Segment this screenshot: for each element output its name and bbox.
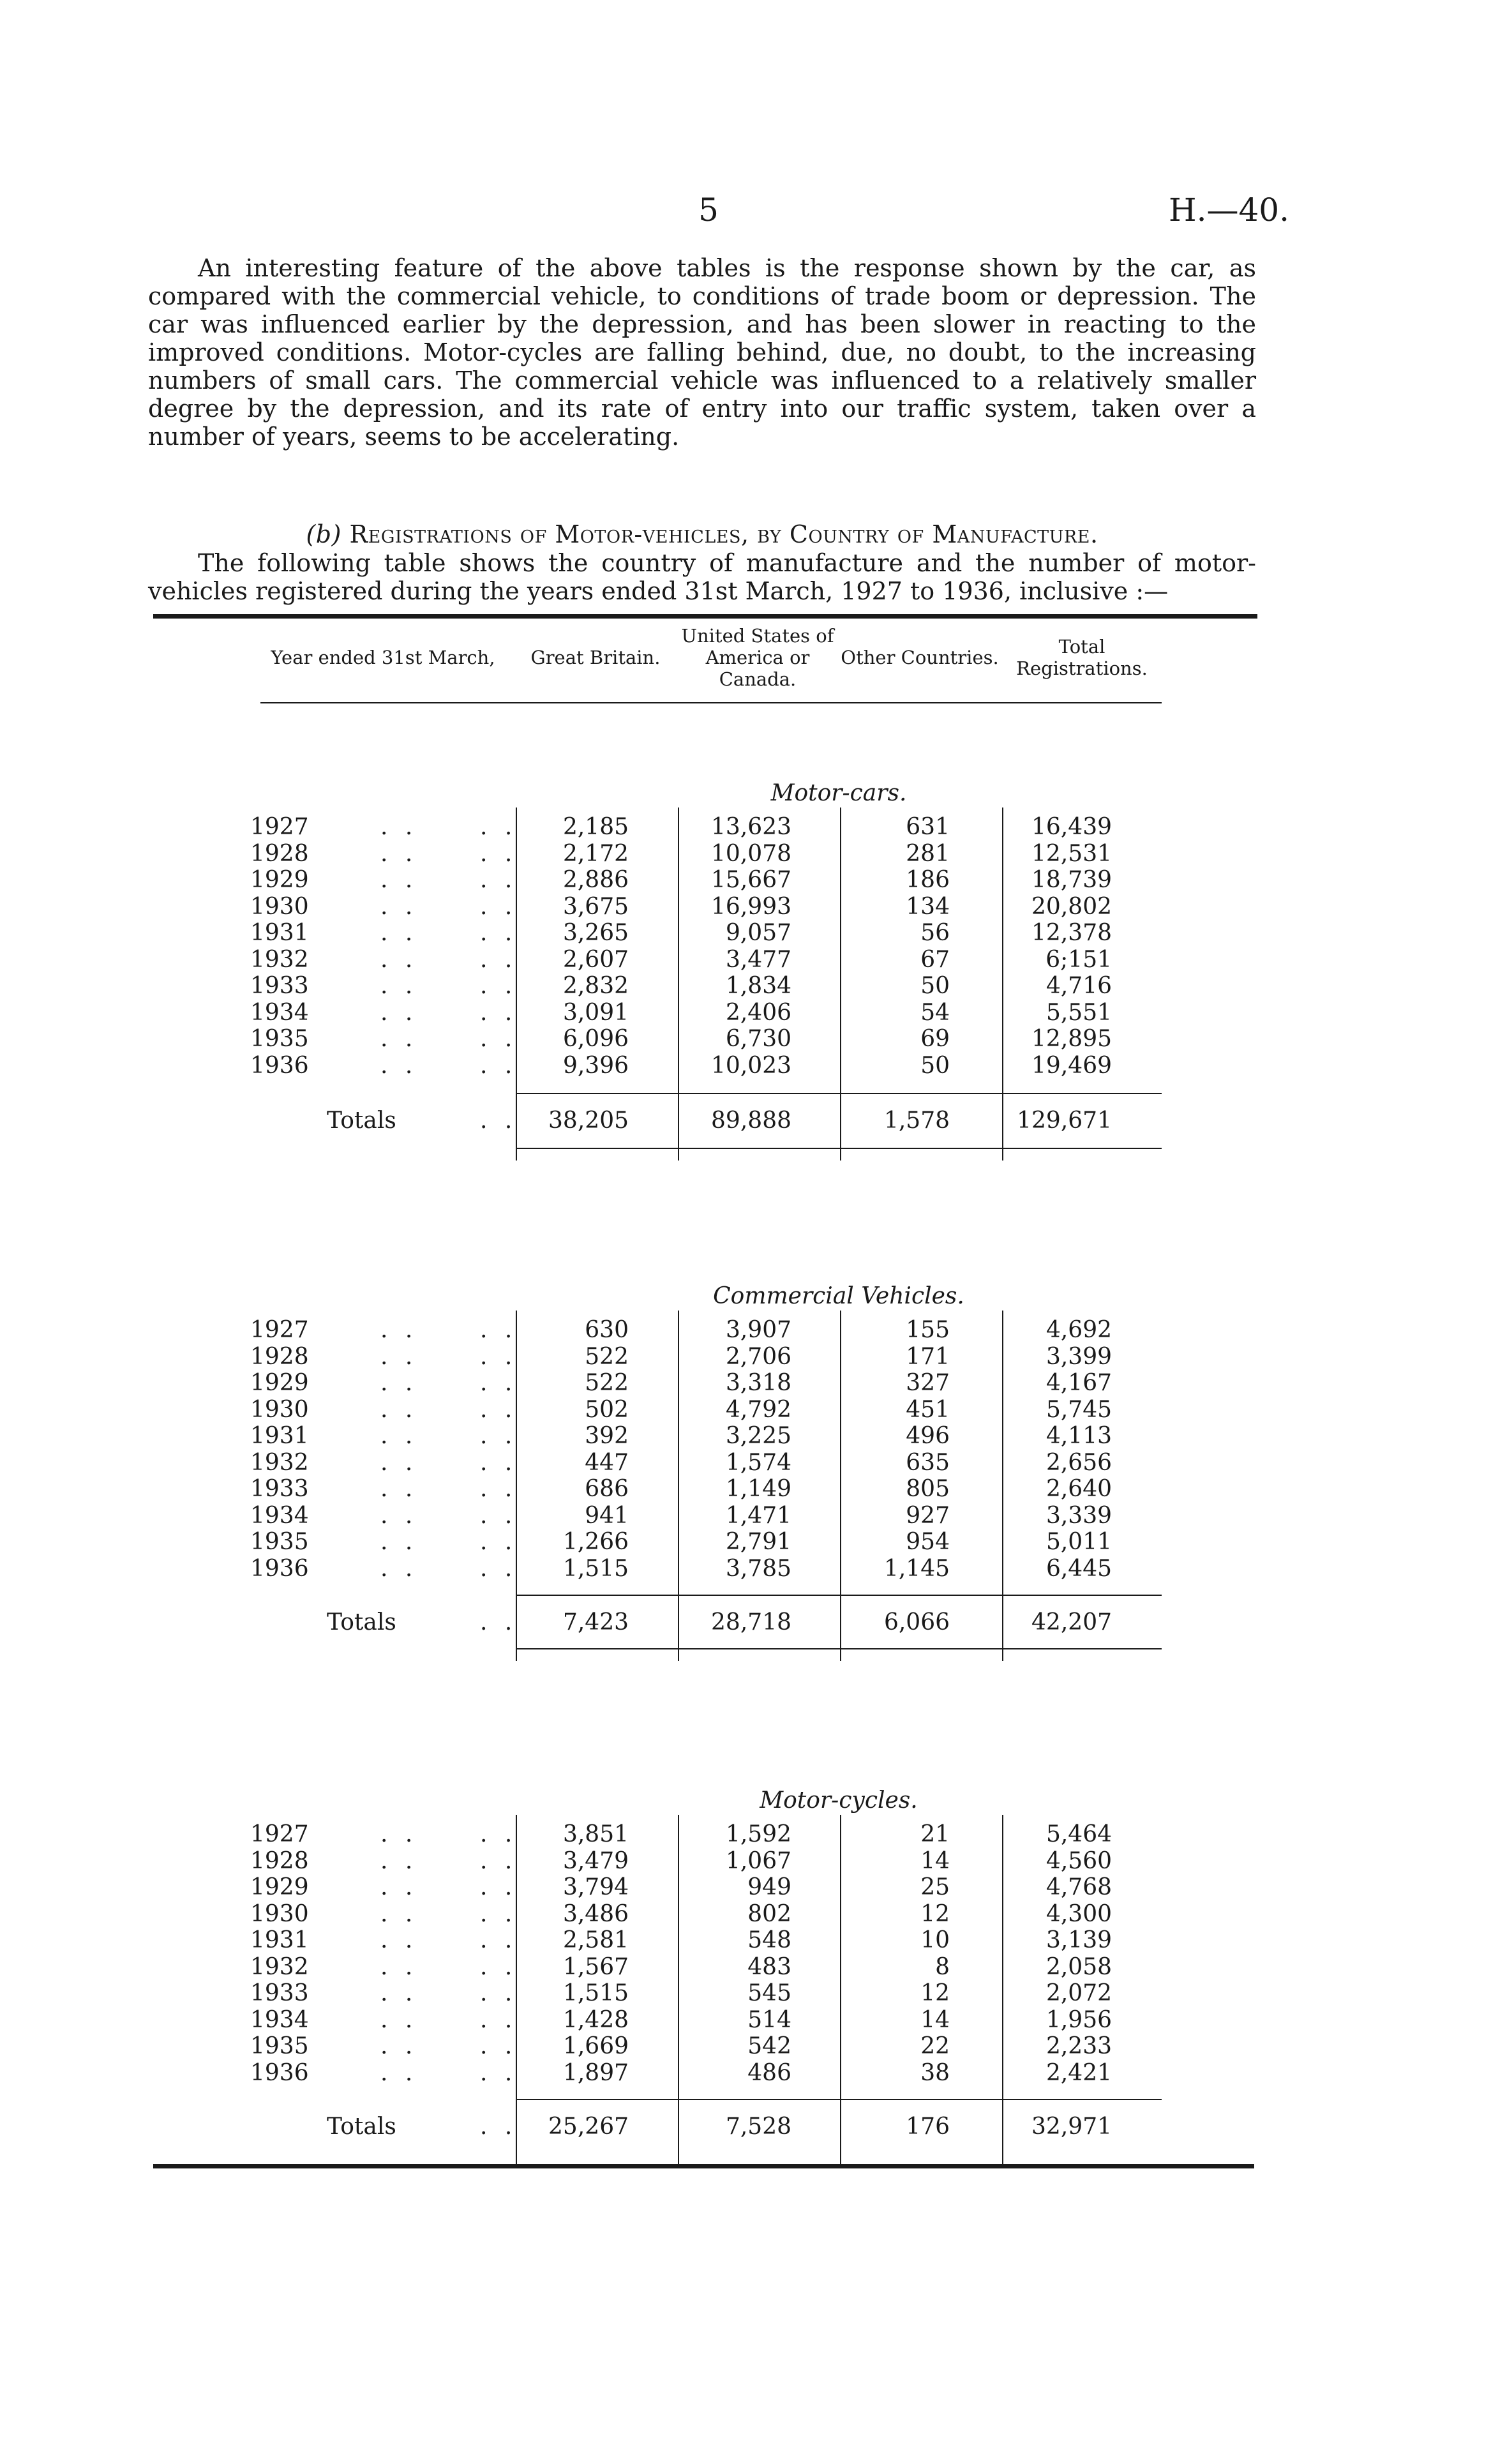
cell-great-britain: 447	[585, 1449, 629, 1476]
table-row-year: 1930	[250, 893, 309, 920]
cell-usa-canada: 548	[747, 1927, 791, 1953]
cell-great-britain: 9,396	[562, 1052, 629, 1079]
cell-total: 3,399	[1045, 1343, 1112, 1370]
cell-usa-canada: 10,023	[711, 1052, 791, 1079]
leader-dots: . .	[480, 1108, 518, 1134]
cell-total: 2,058	[1045, 1953, 1112, 1980]
cell-great-britain: 6,096	[562, 1026, 629, 1052]
cell-other-countries: 927	[906, 1502, 950, 1529]
cell-other-countries: 14	[920, 1847, 950, 1874]
cell-usa-canada: 3,907	[725, 1317, 791, 1343]
table-top-rule	[153, 614, 1257, 619]
cell-other-countries: 54	[920, 999, 950, 1026]
cell-usa-canada: 1,574	[725, 1449, 791, 1476]
cell-total: 3,339	[1045, 1502, 1112, 1529]
cell-other-countries: 281	[906, 840, 950, 867]
leader-dots: . .	[380, 1370, 418, 1396]
leader-dots: . .	[480, 1502, 518, 1529]
cell-great-britain: 1,428	[562, 2006, 629, 2033]
section-title-1: Commercial Vehicles.	[713, 1283, 964, 1309]
cell-usa-canada: 13,623	[711, 814, 791, 840]
leader-dots: . .	[380, 893, 418, 920]
leader-dots: . .	[380, 1529, 418, 1555]
leader-dots: . .	[380, 1052, 418, 1079]
cell-total: 5,011	[1045, 1529, 1112, 1555]
leader-dots: . .	[480, 1343, 518, 1370]
cell-total: 4,167	[1045, 1370, 1112, 1396]
cell-great-britain: 1,515	[562, 1980, 629, 2006]
leader-dots: . .	[480, 1396, 518, 1423]
table-row-year: 1927	[250, 1821, 309, 1847]
table-row-year: 1936	[250, 1555, 309, 1582]
leader-dots: . .	[480, 867, 518, 893]
cell-other-countries: 22	[920, 2033, 950, 2059]
leader-dots: . .	[380, 2033, 418, 2059]
total-usa-canada: 28,718	[711, 1609, 791, 1635]
leader-dots: . .	[480, 1052, 518, 1079]
table-row-year: 1934	[250, 1502, 309, 1529]
leader-dots: . .	[480, 1555, 518, 1582]
leader-dots: . .	[380, 867, 418, 893]
header-total-registrations: Total Registrations.	[1016, 636, 1148, 679]
cell-other-countries: 1,145	[883, 1555, 950, 1582]
table-row-year: 1929	[250, 1370, 309, 1396]
totals-label: Totals	[327, 2114, 396, 2140]
table-row-year: 1934	[250, 2006, 309, 2033]
header-bottom-rule	[260, 702, 1162, 703]
leader-dots: . .	[480, 2006, 518, 2033]
cell-total: 4,716	[1045, 973, 1112, 999]
leader-dots: . .	[380, 1900, 418, 1927]
leader-dots: . .	[380, 1502, 418, 1529]
leader-dots: . .	[380, 1847, 418, 1874]
cell-other-countries: 50	[920, 973, 950, 999]
cell-usa-canada: 2,791	[725, 1529, 791, 1555]
total-registrations: 129,671	[1017, 1108, 1112, 1134]
cell-total: 2,656	[1045, 1449, 1112, 1476]
leader-dots: . .	[480, 1529, 518, 1555]
leader-dots: . .	[480, 1874, 518, 1900]
leader-dots: . .	[480, 2033, 518, 2059]
cell-other-countries: 171	[906, 1343, 950, 1370]
cell-great-britain: 1,266	[562, 1529, 629, 1555]
cell-usa-canada: 1,149	[725, 1476, 791, 1502]
cell-usa-canada: 483	[747, 1953, 791, 1980]
leader-dots: . .	[480, 1317, 518, 1343]
cell-great-britain: 630	[585, 1317, 629, 1343]
document-reference: H.—40.	[1168, 192, 1289, 229]
cell-total: 6,445	[1045, 1555, 1112, 1582]
cell-usa-canada: 3,785	[725, 1555, 791, 1582]
cell-other-countries: 155	[906, 1317, 950, 1343]
leader-dots: . .	[380, 1555, 418, 1582]
leader-dots: . .	[380, 1927, 418, 1953]
cell-great-britain: 2,172	[562, 840, 629, 867]
cell-other-countries: 50	[920, 1052, 950, 1079]
table-row-year: 1931	[250, 1423, 309, 1449]
cell-great-britain: 2,185	[562, 814, 629, 840]
cell-great-britain: 502	[585, 1396, 629, 1423]
totals-top-rule	[516, 2099, 1162, 2100]
table-row-year: 1930	[250, 1396, 309, 1423]
leader-dots: . .	[480, 1847, 518, 1874]
section-label: (b)	[306, 520, 341, 548]
table-row-year: 1929	[250, 1874, 309, 1900]
cell-other-countries: 38	[920, 2059, 950, 2086]
cell-usa-canada: 542	[747, 2033, 791, 2059]
total-registrations: 32,971	[1031, 2114, 1112, 2140]
cell-total: 12,378	[1031, 920, 1112, 946]
cell-great-britain: 1,669	[562, 2033, 629, 2059]
header-other-countries: Other Countries.	[841, 647, 999, 668]
cell-other-countries: 327	[906, 1370, 950, 1396]
cell-usa-canada: 949	[747, 1874, 791, 1900]
totals-top-rule	[516, 1595, 1162, 1596]
header-usa-canada: United States of America or Canada.	[681, 625, 834, 690]
cell-great-britain: 522	[585, 1370, 629, 1396]
cell-other-countries: 10	[920, 1927, 950, 1953]
cell-usa-canada: 4,792	[725, 1396, 791, 1423]
table-row-year: 1933	[250, 973, 309, 999]
cell-total: 4,768	[1045, 1874, 1112, 1900]
cell-usa-canada: 1,067	[725, 1847, 791, 1874]
cell-usa-canada: 6,730	[725, 1026, 791, 1052]
cell-total: 12,531	[1031, 840, 1112, 867]
cell-usa-canada: 3,477	[725, 946, 791, 973]
cell-great-britain: 941	[585, 1502, 629, 1529]
cell-great-britain: 2,886	[562, 867, 629, 893]
leader-dots: . .	[380, 1449, 418, 1476]
cell-total: 20,802	[1031, 893, 1112, 920]
cell-usa-canada: 3,225	[725, 1423, 791, 1449]
cell-great-britain: 1,897	[562, 2059, 629, 2086]
totals-label: Totals	[327, 1108, 396, 1134]
leader-dots: . .	[480, 1953, 518, 1980]
cell-total: 5,551	[1045, 999, 1112, 1026]
leader-dots: . .	[380, 999, 418, 1026]
leader-dots: . .	[480, 1980, 518, 2006]
leader-dots: . .	[480, 814, 518, 840]
cell-great-britain: 1,515	[562, 1555, 629, 1582]
table-row-year: 1934	[250, 999, 309, 1026]
column-divider	[840, 1311, 841, 1661]
cell-total: 4,113	[1045, 1423, 1112, 1449]
body-paragraph: An interesting feature of the above tables is the response shown by the car, as compared with the commercial vehicle, to conditions of trade boom or depression. The car was influenced earlier by the depression, and has been slower in reacting to the improved conditions. Motor-cycles are falling behind, due, no doubt, to the increasing numbers of small cars. The commercial vehicle was influenced to a relatively smaller degree by the depression, and its rate of entry into our traffic system, taken over a number of years, seems to be accelerating.	[148, 254, 1256, 451]
cell-other-countries: 805	[906, 1476, 950, 1502]
cell-other-countries: 14	[920, 2006, 950, 2033]
section-bottom-rule	[516, 1148, 1162, 1149]
cell-usa-canada: 802	[747, 1900, 791, 1927]
leader-dots: . .	[480, 1927, 518, 1953]
cell-total: 16,439	[1031, 814, 1112, 840]
table-row-year: 1929	[250, 867, 309, 893]
cell-total: 18,739	[1031, 867, 1112, 893]
totals-top-rule	[516, 1093, 1162, 1094]
table-row-year: 1927	[250, 814, 309, 840]
cell-total: 1,956	[1045, 2006, 1112, 2033]
total-registrations: 42,207	[1031, 1609, 1112, 1635]
cell-other-countries: 954	[906, 1529, 950, 1555]
leader-dots: . .	[380, 1476, 418, 1502]
table-row-year: 1932	[250, 1449, 309, 1476]
cell-total: 4,300	[1045, 1900, 1112, 1927]
cell-great-britain: 686	[585, 1476, 629, 1502]
cell-total: 6;151	[1045, 946, 1112, 973]
total-other-countries: 176	[906, 2114, 950, 2140]
leader-dots: . .	[380, 1980, 418, 2006]
cell-total: 3,139	[1045, 1927, 1112, 1953]
cell-other-countries: 25	[920, 1874, 950, 1900]
cell-total: 2,233	[1045, 2033, 1112, 2059]
leader-dots: . .	[480, 840, 518, 867]
cell-usa-canada: 15,667	[711, 867, 791, 893]
leader-dots: . .	[480, 1900, 518, 1927]
cell-usa-canada: 3,318	[725, 1370, 791, 1396]
table-row-year: 1932	[250, 946, 309, 973]
cell-total: 12,895	[1031, 1026, 1112, 1052]
leader-dots: . .	[380, 2059, 418, 2086]
cell-usa-canada: 2,406	[725, 999, 791, 1026]
cell-great-britain: 522	[585, 1343, 629, 1370]
cell-other-countries: 134	[906, 893, 950, 920]
leader-dots: . .	[480, 920, 518, 946]
cell-other-countries: 67	[920, 946, 950, 973]
cell-other-countries: 631	[906, 814, 950, 840]
table-row-year: 1933	[250, 1980, 309, 2006]
leader-dots: . .	[480, 1609, 518, 1635]
header-great-britain: Great Britain.	[530, 647, 661, 668]
leader-dots: . .	[380, 1026, 418, 1052]
cell-usa-canada: 545	[747, 1980, 791, 2006]
table-row-year: 1930	[250, 1900, 309, 1927]
table-bottom-rule	[153, 2164, 1254, 2168]
leader-dots: . .	[380, 1821, 418, 1847]
cell-other-countries: 12	[920, 1900, 950, 1927]
cell-great-britain: 3,486	[562, 1900, 629, 1927]
cell-usa-canada: 514	[747, 2006, 791, 2033]
total-great-britain: 38,205	[548, 1108, 629, 1134]
table-row-year: 1936	[250, 2059, 309, 2086]
cell-great-britain: 2,581	[562, 1927, 629, 1953]
leader-dots: . .	[380, 1953, 418, 1980]
leader-dots: . .	[380, 1874, 418, 1900]
table-row-year: 1935	[250, 1026, 309, 1052]
leader-dots: . .	[480, 1423, 518, 1449]
total-usa-canada: 89,888	[711, 1108, 791, 1134]
leader-dots: . .	[480, 1026, 518, 1052]
cell-total: 4,560	[1045, 1847, 1112, 1874]
cell-total: 2,640	[1045, 1476, 1112, 1502]
table-row-year: 1931	[250, 1927, 309, 1953]
column-divider	[840, 808, 841, 1161]
cell-great-britain: 3,794	[562, 1874, 629, 1900]
leader-dots: . .	[480, 1449, 518, 1476]
cell-great-britain: 1,567	[562, 1953, 629, 1980]
leader-dots: . .	[480, 2059, 518, 2086]
column-divider	[840, 1815, 841, 2168]
cell-great-britain: 3,675	[562, 893, 629, 920]
cell-great-britain: 3,851	[562, 1821, 629, 1847]
cell-great-britain: 3,091	[562, 999, 629, 1026]
totals-label: Totals	[327, 1609, 396, 1635]
cell-great-britain: 3,479	[562, 1847, 629, 1874]
total-usa-canada: 7,528	[725, 2114, 791, 2140]
leader-dots: . .	[380, 973, 418, 999]
cell-other-countries: 56	[920, 920, 950, 946]
leader-dots: . .	[480, 893, 518, 920]
leader-dots: . .	[380, 1343, 418, 1370]
table-row-year: 1932	[250, 1953, 309, 1980]
leader-dots: . .	[480, 1821, 518, 1847]
cell-other-countries: 69	[920, 1026, 950, 1052]
section-heading	[148, 520, 1256, 548]
cell-total: 19,469	[1031, 1052, 1112, 1079]
leader-dots: . .	[380, 1423, 418, 1449]
leader-dots: . .	[380, 1396, 418, 1423]
cell-usa-canada: 486	[747, 2059, 791, 2086]
table-row-year: 1936	[250, 1052, 309, 1079]
cell-usa-canada: 2,706	[725, 1343, 791, 1370]
leader-dots: . .	[380, 814, 418, 840]
cell-other-countries: 12	[920, 1980, 950, 2006]
cell-total: 5,745	[1045, 1396, 1112, 1423]
cell-other-countries: 8	[935, 1953, 950, 1980]
cell-usa-canada: 16,993	[711, 893, 791, 920]
total-great-britain: 25,267	[548, 2114, 629, 2140]
section-title-2: Motor-cycles.	[760, 1787, 918, 1814]
cell-great-britain: 3,265	[562, 920, 629, 946]
table-row-year: 1928	[250, 1847, 309, 1874]
cell-other-countries: 451	[906, 1396, 950, 1423]
section-title: Registrations of Motor-vehicles, by Country of Manufacture.	[349, 520, 1098, 548]
cell-total: 2,421	[1045, 2059, 1112, 2086]
leader-dots: . .	[380, 840, 418, 867]
table-row-year: 1935	[250, 2033, 309, 2059]
leader-dots: . .	[480, 1476, 518, 1502]
table-row-year: 1931	[250, 920, 309, 946]
cell-usa-canada: 1,592	[725, 1821, 791, 1847]
cell-total: 4,692	[1045, 1317, 1112, 1343]
leader-dots: . .	[480, 1370, 518, 1396]
total-great-britain: 7,423	[562, 1609, 629, 1635]
leader-dots: . .	[380, 946, 418, 973]
cell-usa-canada: 9,057	[725, 920, 791, 946]
cell-total: 5,464	[1045, 1821, 1112, 1847]
table-row-year: 1933	[250, 1476, 309, 1502]
cell-usa-canada: 1,471	[725, 1502, 791, 1529]
total-other-countries: 6,066	[883, 1609, 950, 1635]
page-number: 5	[698, 192, 719, 229]
leader-dots: . .	[380, 2006, 418, 2033]
leader-dots: . .	[480, 946, 518, 973]
table-row-year: 1928	[250, 1343, 309, 1370]
header-year: Year ended 31st March,	[271, 647, 495, 668]
section-bottom-rule	[516, 1648, 1162, 1649]
leader-dots: . .	[380, 1317, 418, 1343]
cell-great-britain: 2,832	[562, 973, 629, 999]
leader-dots: . .	[480, 2114, 518, 2140]
cell-other-countries: 496	[906, 1423, 950, 1449]
section-intro: The following table shows the country of manufacture and the number of motor-vehicles registered during the years ended 31st March, 1927 to 1936, inclusive :—	[148, 549, 1256, 605]
cell-great-britain: 392	[585, 1423, 629, 1449]
cell-other-countries: 635	[906, 1449, 950, 1476]
table-row-year: 1927	[250, 1317, 309, 1343]
leader-dots: . .	[480, 973, 518, 999]
cell-other-countries: 186	[906, 867, 950, 893]
leader-dots: . .	[480, 999, 518, 1026]
cell-other-countries: 21	[920, 1821, 950, 1847]
table-row-year: 1935	[250, 1529, 309, 1555]
total-other-countries: 1,578	[883, 1108, 950, 1134]
cell-usa-canada: 1,834	[725, 973, 791, 999]
cell-total: 2,072	[1045, 1980, 1112, 2006]
cell-great-britain: 2,607	[562, 946, 629, 973]
leader-dots: . .	[380, 920, 418, 946]
table-row-year: 1928	[250, 840, 309, 867]
cell-usa-canada: 10,078	[711, 840, 791, 867]
section-title-0: Motor-cars.	[770, 780, 907, 806]
